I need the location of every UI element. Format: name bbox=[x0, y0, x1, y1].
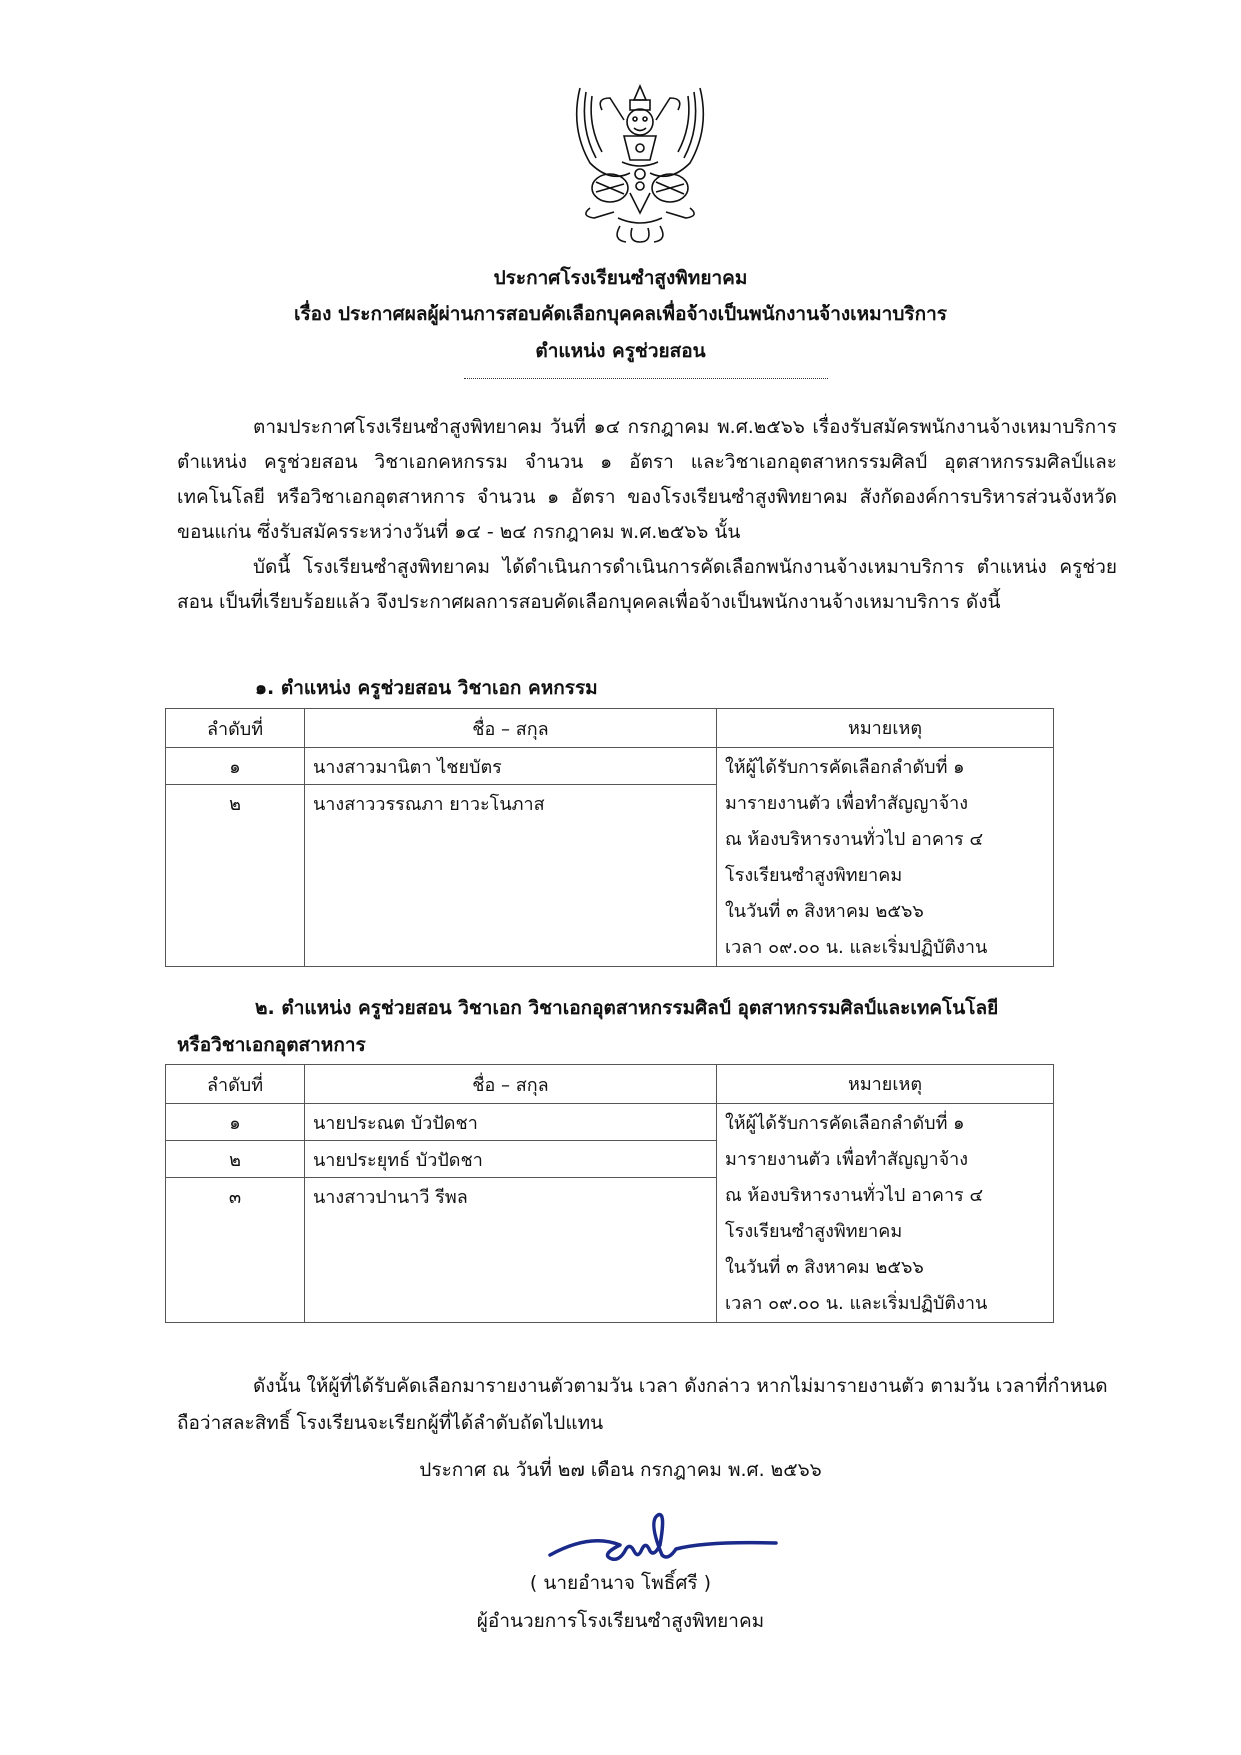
remark-line: มารายงานตัว เพื่อทำสัญญาจ้าง bbox=[725, 793, 969, 814]
column-header-order: ลำดับที่ bbox=[166, 709, 305, 748]
row-name: นางสาววรรณภา ยาวะโนภาส bbox=[305, 785, 717, 967]
remark-line: ณ ห้องบริหารงานทั่วไป อาคาร ๔ bbox=[725, 829, 984, 850]
row-name: นายประณต บัวปัดชา bbox=[305, 1104, 717, 1141]
table-row bbox=[166, 1104, 1054, 1141]
row-name: นางสาวปานาวี รีพล bbox=[305, 1178, 717, 1323]
row-remark bbox=[717, 748, 1054, 967]
column-header-remark: หมายเหตุ bbox=[717, 1065, 1054, 1104]
table-header-row bbox=[166, 709, 1054, 748]
row-order: ๑ bbox=[166, 748, 305, 785]
intro-text: ตามประกาศโรงเรียนซำสูงพิทยาคม วันที่ ๑๔ กรกฎาคม พ.ศ.๒๕๖๖ เรื่องรับสมัครพนักงานจ้างเหมาบริการตำแหน่ง ครูช่วยสอน วิชาเอกคหกรรม จำนวน ๑ อัตรา และวิชาเอกอุตสาหกรรมศิลป์ อุตสาหกรรมศิลป์และเทคโนโลยี หรือวิชาเอกอุตสาหการ จำนวน ๑ อัตรา ของโรงเรียนซำสูงพิทยาคม สังกัดองค์การบริหารส่วนจังหวัดขอนแก่น ซึ่งรับสมัครระหว่างวันที่ ๑๔ - ๒๔ กรกฎาคม พ.ศ.๒๕๖๖ นั้น bbox=[177, 416, 1117, 543]
section1-heading: ๑. ตำแหน่ง ครูช่วยสอน วิชาเอก คหกรรม bbox=[255, 677, 598, 699]
remark-line: ให้ผู้ได้รับการคัดเลือกลำดับที่ ๑ bbox=[725, 757, 965, 778]
column-header-name: ชื่อ – สกุล bbox=[305, 1065, 717, 1104]
section1-table bbox=[165, 708, 1054, 967]
remark-line: ให้ผู้ได้รับการคัดเลือกลำดับที่ ๑ bbox=[725, 1113, 965, 1134]
remark-line: ในวันที่ ๓ สิงหาคม ๒๕๖๖ bbox=[725, 1257, 924, 1278]
document-title: ประกาศโรงเรียนซำสูงพิทยาคม bbox=[493, 267, 748, 289]
column-header-order: ลำดับที่ bbox=[166, 1065, 305, 1104]
remark-line: ในวันที่ ๓ สิงหาคม ๒๕๖๖ bbox=[725, 901, 924, 922]
result-paragraph bbox=[177, 550, 1117, 620]
table-row bbox=[166, 748, 1054, 785]
column-header-name: ชื่อ – สกุล bbox=[305, 709, 717, 748]
section2-heading: ๒. ตำแหน่ง ครูช่วยสอน วิชาเอก วิชาเอกอุตสาหกรรมศิลป์ อุตสาหกรรมศิลป์และเทคโนโลยี bbox=[255, 997, 999, 1019]
remark-line: มารายงานตัว เพื่อทำสัญญาจ้าง bbox=[725, 1149, 969, 1170]
announce-date: ประกาศ ณ วันที่ ๒๗ เดือน กรกฎาคม พ.ศ. ๒๕๖๖ bbox=[419, 1459, 822, 1481]
intro-paragraph bbox=[177, 410, 1117, 550]
row-name: นางสาวมานิตา ไชยบัตร bbox=[305, 748, 717, 785]
signer-name: ( นายอำนาจ โพธิ์ศรี ) bbox=[529, 1572, 712, 1594]
signer-position: ผู้อำนวยการโรงเรียนซำสูงพิทยาคม bbox=[476, 1610, 765, 1632]
document-position: ตำแหน่ง ครูช่วยสอน bbox=[535, 340, 706, 362]
row-order: ๒ bbox=[166, 1141, 305, 1178]
result-text: บัดนี้ โรงเรียนซำสูงพิทยาคม ได้ดำเนินการดำเนินการคัดเลือกพนักงานจ้างเหมาบริการ ตำแหน่ง ครูช่วยสอน เป็นที่เรียบร้อยแล้ว จึงประกาศผลการสอบคัดเลือกบุคคลเพื่อจ้างเป็นพนักงานจ้างเหมาบริการ ดังนี้ bbox=[177, 556, 1117, 613]
closing-text: ดังนั้น ให้ผู้ที่ได้รับคัดเลือกมารายงานตัวตามวัน เวลา ดังกล่าว หากไม่มารายงานตัว ตามวัน เวลาที่กำหนด ถือว่าสละสิทธิ์ โรงเรียนจะเรียกผู้ที่ได้ลำดับถัดไปแทน bbox=[177, 1375, 1108, 1434]
row-name: นายประยุทธ์ บัวปัดชา bbox=[305, 1141, 717, 1178]
remark-line: ณ ห้องบริหารงานทั่วไป อาคาร ๔ bbox=[725, 1185, 984, 1206]
column-header-remark: หมายเหตุ bbox=[717, 709, 1054, 748]
section2-heading-cont: หรือวิชาเอกอุตสาหการ bbox=[177, 1034, 366, 1056]
remark-line: เวลา ๐๙.๐๐ น. และเริ่มปฏิบัติงาน bbox=[725, 1293, 988, 1314]
remark-line: โรงเรียนซำสูงพิทยาคม bbox=[725, 865, 903, 886]
section2-table bbox=[165, 1064, 1054, 1323]
closing-paragraph bbox=[177, 1368, 1117, 1442]
remark-line: โรงเรียนซำสูงพิทยาคม bbox=[725, 1221, 903, 1242]
remark-line: เวลา ๐๙.๐๐ น. และเริ่มปฏิบัติงาน bbox=[725, 937, 988, 958]
garuda-emblem-icon bbox=[560, 78, 720, 248]
row-order: ๒ bbox=[166, 785, 305, 967]
row-order: ๓ bbox=[166, 1178, 305, 1323]
row-remark bbox=[717, 1104, 1054, 1323]
row-order: ๑ bbox=[166, 1104, 305, 1141]
signature-icon bbox=[540, 1500, 790, 1570]
table-header-row bbox=[166, 1065, 1054, 1104]
document-subject: เรื่อง ประกาศผลผู้ผ่านการสอบคัดเลือกบุคคลเพื่อจ้างเป็นพนักงานจ้างเหมาบริการ bbox=[293, 303, 947, 325]
title-separator bbox=[464, 378, 828, 379]
